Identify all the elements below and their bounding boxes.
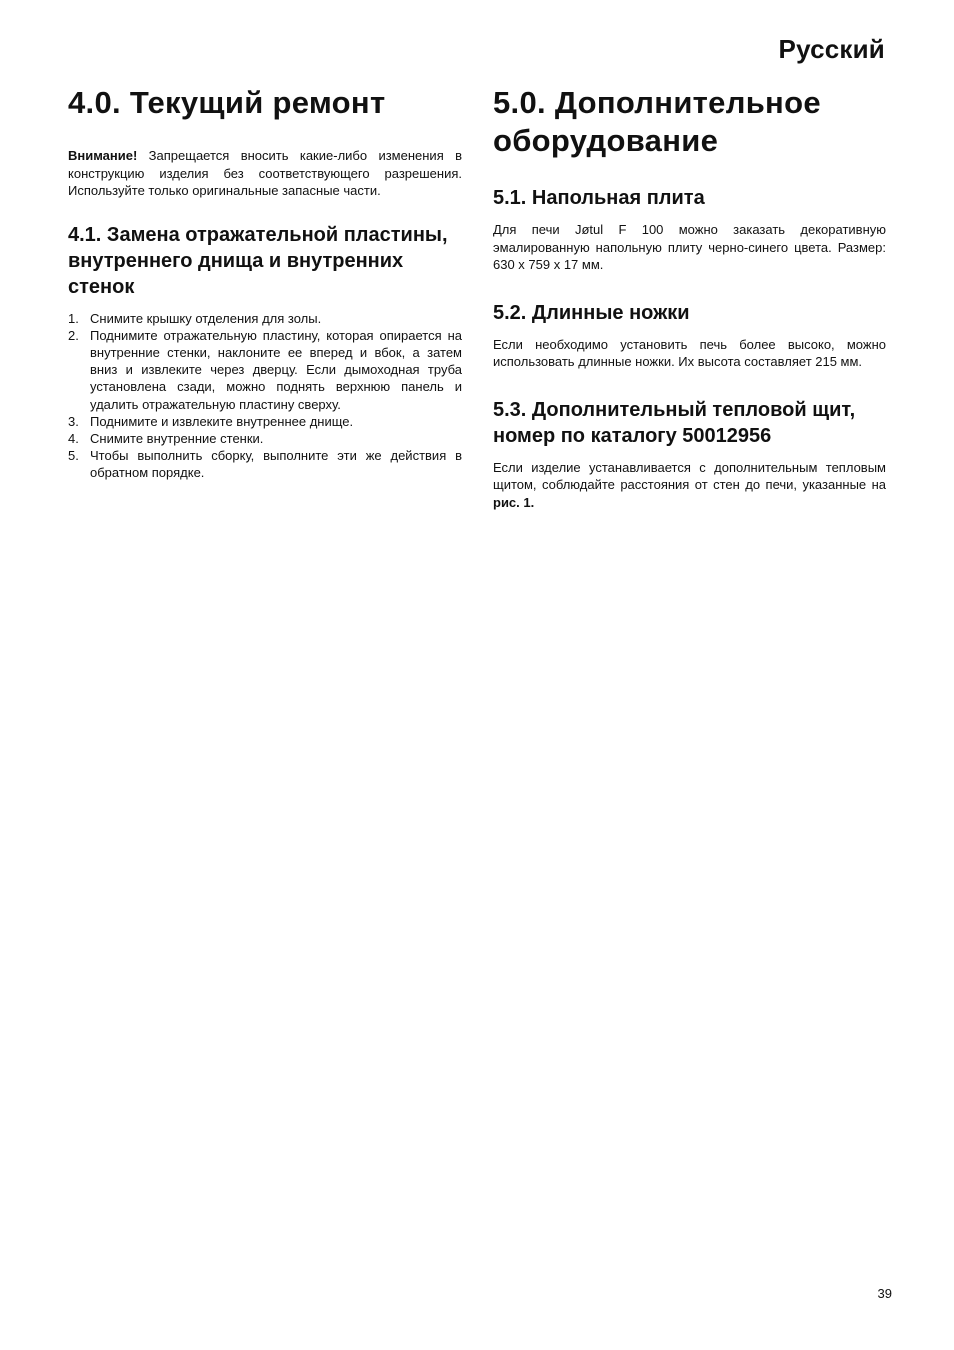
warning-text: Запрещается вносить какие-либо изменения в конструкцию изделия без соответствующего разрешения. Используйте только оригинальные запасные части. <box>68 148 462 198</box>
step-number: 5. <box>68 448 79 464</box>
step-text: Снимите внутренние стенки. <box>90 430 264 446</box>
language-label: Русский <box>778 34 885 64</box>
section-5-column <box>493 84 886 537</box>
subsection-5-1-title: 5.1. Напольная плита <box>493 187 705 209</box>
step-number: 3. <box>68 413 79 429</box>
page-number: 39 <box>877 1286 892 1301</box>
figure-reference: рис. 1. <box>493 494 535 510</box>
subsection-5-2-text: Если необходимо установить печь более высоко, можно использовать длинные ножки. Их высота составляет 215 мм. <box>493 336 886 369</box>
step-number: 4. <box>68 430 79 446</box>
section-4-column <box>68 84 462 482</box>
subsection-5-2-title: 5.2. Длинные ножки <box>493 301 690 324</box>
section-4-title: 4.0. Текущий ремонт <box>68 85 386 120</box>
subsection-5-3-title: 5.3. Дополнительный тепловой щит, номер по каталогу 50012956 <box>493 398 856 447</box>
list-item <box>68 430 462 447</box>
list-item <box>68 413 462 430</box>
warning-label: Внимание! <box>68 148 138 163</box>
section-5-title: 5.0. Дополнительное оборудование <box>493 85 821 158</box>
subsection-5-3-paragraph <box>493 459 886 512</box>
step-text: Поднимите отражательную пластину, которая опирается на внутренние стенки, наклоните ее вперед и вбок, а затем вниз и извлеките через дверцу. Если дымоходная труба установлена сзади, можно поднять верхнюю панель и удалить отражательную пластину сверху. <box>90 327 462 412</box>
subsection-4-1-title: 4.1. Замена отражательной пластины, внутреннего днища и внутренних стенок <box>68 223 448 298</box>
step-number: 1. <box>68 310 79 326</box>
list-item <box>68 327 462 413</box>
warning-paragraph <box>68 147 462 200</box>
steps-list <box>68 310 462 482</box>
step-text: Чтобы выполнить сборку, выполните эти же действия в обратном порядке. <box>90 448 462 481</box>
list-item <box>68 447 462 481</box>
subsection-5-1-text: Для печи Jøtul F 100 можно заказать декоративную эмалированную напольную плиту черно-синего цвета. Размер: 630 x 759 x 17 мм. <box>493 222 886 272</box>
list-item <box>68 310 462 327</box>
subsection-5-3-text: Если изделие устанавливается с дополнительным тепловым щитом, соблюдайте расстояния от стен до печи, указанные на <box>493 459 886 492</box>
step-text: Снимите крышку отделения для золы. <box>90 310 322 326</box>
step-number: 2. <box>68 327 79 343</box>
step-text: Поднимите и извлеките внутреннее днище. <box>90 413 354 429</box>
